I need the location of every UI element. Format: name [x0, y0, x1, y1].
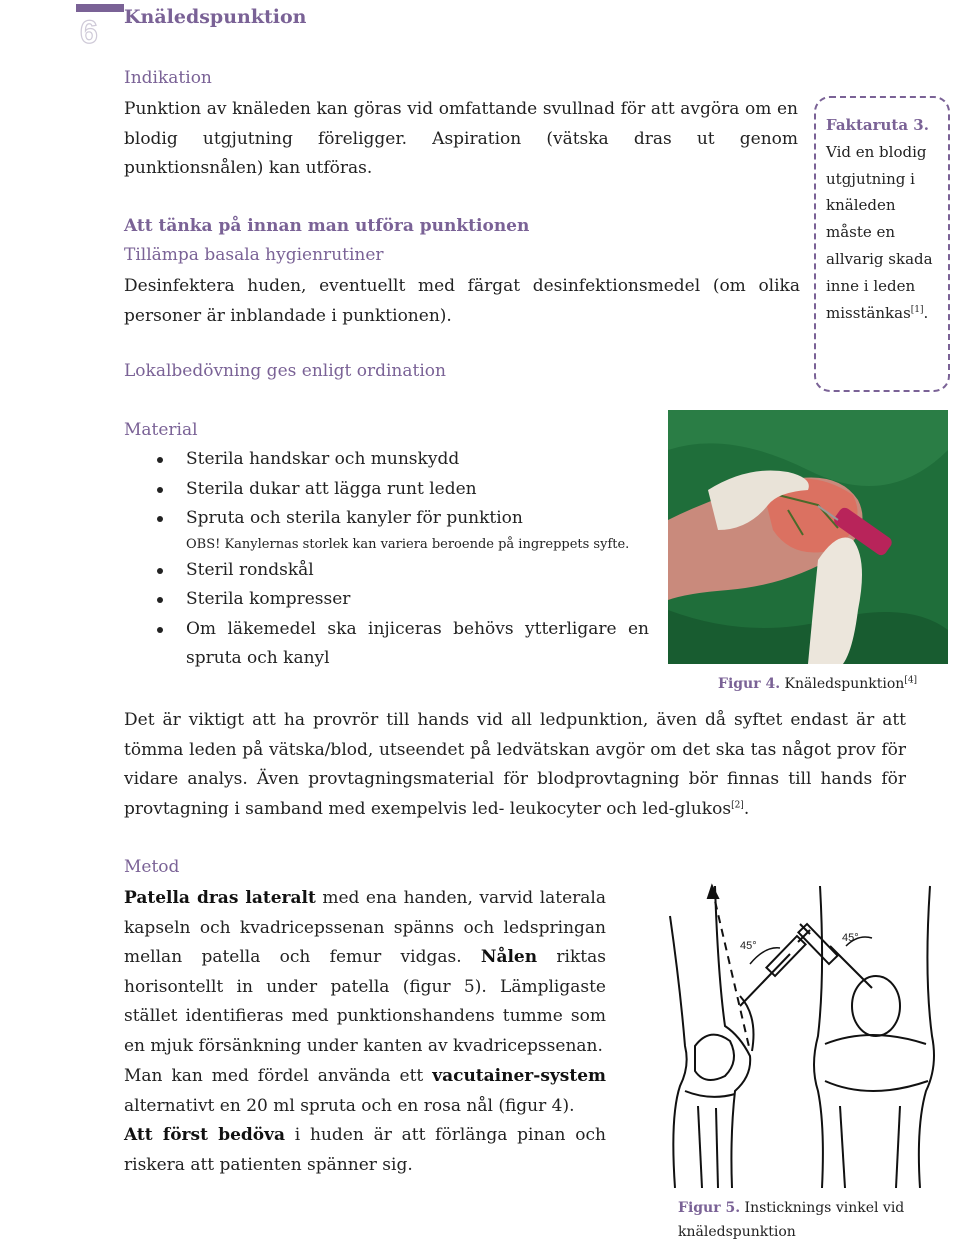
page-number: 6 [80, 14, 98, 50]
desinfektera-text: Desinfektera huden, eventuellt med färgat desinfektionsmedel (om olika personer är inblandade i punktionen). [124, 276, 800, 326]
material-heading: Material [124, 420, 198, 440]
list-item: Steril rondskål [124, 556, 649, 586]
list-item: Om läkemedel ska injiceras behövs ytterligare en [124, 615, 649, 645]
knee-punction-photo [668, 410, 948, 664]
lokalbedovning-text: Lokalbedövning ges enligt ordination [124, 361, 446, 381]
figur4-caption: Figur 4. Knäledspunktion[4] [718, 675, 918, 692]
faktaruta-label: Faktaruta 3. [826, 116, 929, 134]
indikation-text: Punktion av knäleden kan göras vid omfattande svullnad för att avgöra om en blodig utgjutning föreligger. Aspiration (vätska dras ut genom punktionsnålen) kan utföras. [124, 99, 798, 178]
list-item-continuation: spruta och kanyl [186, 648, 330, 668]
material-note: OBS! Kanylernas storlek kan variera beroende på ingreppets syfte. [186, 536, 630, 552]
header-accent-bar [76, 4, 124, 12]
knee-angle-drawing [640, 876, 940, 1188]
page-title: Knäledspunktion [124, 6, 307, 28]
metod-paragraph-3: Att först bedöva i huden är att förlänga pinan och riskera att patienten spänner sig. [124, 1125, 606, 1175]
metod-paragraph-1: Patella dras lateralt med ena handen, varvid laterala kapseln och kvadricepssenan spänns och ledspringan mellan patella och femur vidgas. Nålen riktas horisontellt in under patella (figur 5). Lämpligaste stället identifieras med punktionshandens tumme som en mjuk försänkning under kanten av kvadricepssenan. [124, 888, 606, 1056]
metod-heading: Metod [124, 857, 180, 877]
metod-paragraph-2: Man kan med fördel använda ett vacutainer-system alternativt en 20 ml spruta och en rosa nål (figur 4). [124, 1066, 606, 1116]
faktaruta-text: Vid en blodig utgjutning i knäleden måste en allvarig skada inne i leden misstänkas[1]. [826, 142, 933, 322]
list-item: Sterila kompresser [124, 585, 649, 615]
list-item: Sterila dukar att lägga runt leden [124, 475, 649, 505]
indikation-heading: Indikation [124, 68, 212, 88]
provror-paragraph: Det är viktigt att ha provrör till hands vid all ledpunktion, även då syftet endast är att tömma leden på vätska/blod, utseendet på ledvätskan avgör om det ska tas något prov för vidare analys. Även provtagningsmaterial för blodprovtagning bör finnas till hands för provtagning i samband med exempelvis led- leukocyter och led-glukos[2]. [124, 710, 906, 819]
list-item: Sterila handskar och munskydd [124, 445, 649, 475]
angle-label-right: 45° [842, 932, 859, 944]
hygien-subheading: Tillämpa basala hygienrutiner [124, 245, 384, 265]
angle-label-left: 45° [740, 940, 757, 952]
material-list [124, 445, 649, 674]
figur5-caption: Figur 5. Insticknings vinkel vid knäledspunktion [678, 1200, 905, 1240]
list-item: Spruta och sterila kanyler för punktion [124, 504, 649, 534]
att-tanka-heading: Att tänka på innan man utföra punktionen [124, 216, 530, 236]
faktaruta-box [814, 96, 950, 392]
